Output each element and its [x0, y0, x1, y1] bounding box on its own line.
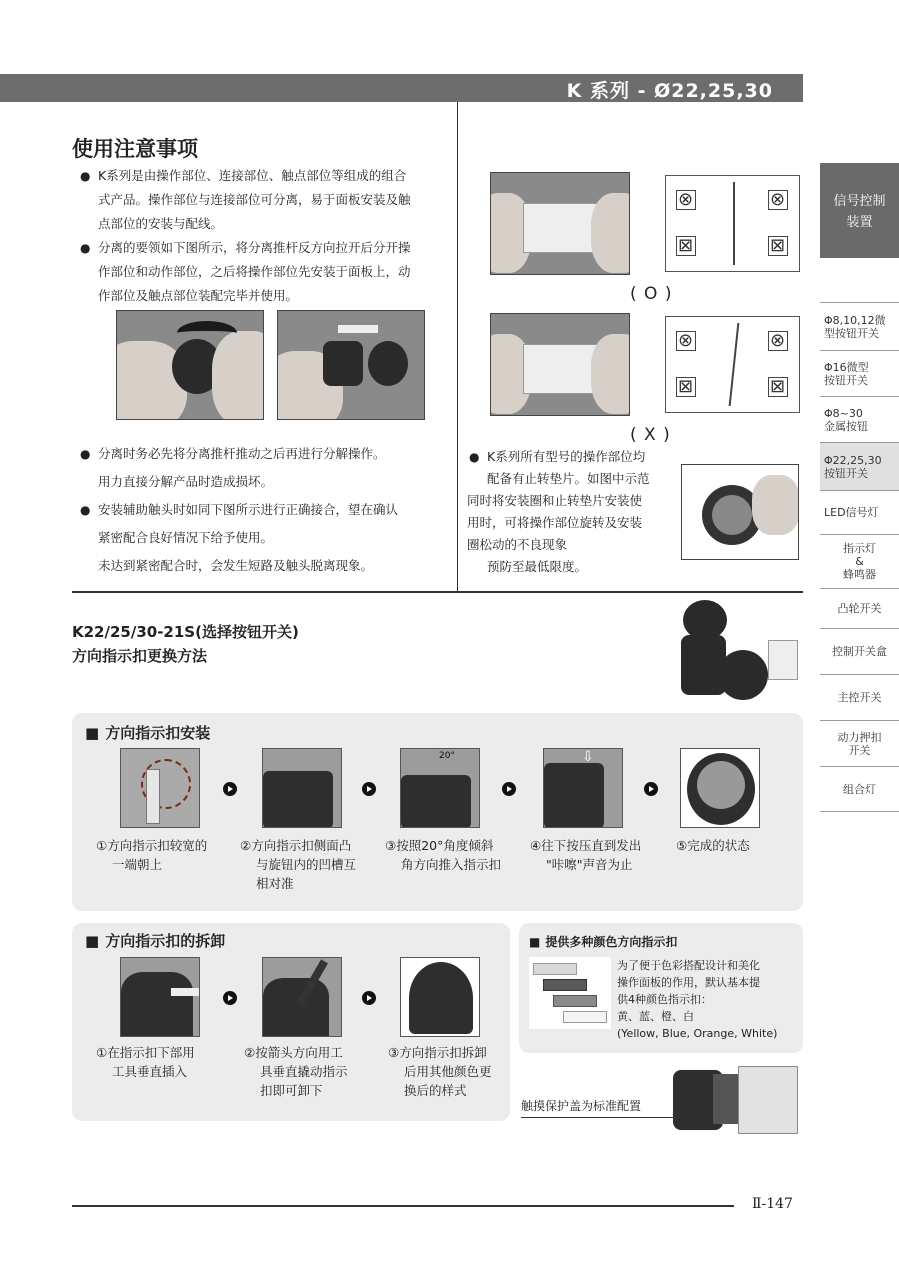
item-label: 凸轮开关: [837, 602, 882, 615]
item-label: 按钮开关: [824, 373, 868, 387]
product-photo: [673, 600, 803, 706]
text-line: 供4种颜色指示扣：: [617, 993, 712, 1006]
mark-incorrect: ( X ): [630, 425, 671, 445]
item-label: 按钮开关: [824, 466, 868, 480]
caption-line: ②方向指示扣侧面凸: [240, 838, 352, 853]
caption-line: ③按照20°角度倾斜: [385, 838, 494, 853]
sidebar-item-16-button[interactable]: [820, 350, 899, 396]
mark-correct: ( O ): [630, 284, 673, 304]
caption-line: 换后的样式: [404, 1083, 467, 1098]
caption-line: 角方向推入指示扣: [401, 857, 502, 872]
caption-line: 一端朝上: [112, 857, 163, 872]
text-line: ● K系列是由操作部位、连接部位、触点部位等组成的组合: [98, 168, 407, 183]
remove-step-3-image: [400, 957, 480, 1037]
install-step-4-image: [543, 748, 623, 828]
text-line: 操作面板的作用，默认基本提: [617, 976, 760, 989]
separation-photo-1: [116, 310, 264, 420]
item-label: Φ8~30: [824, 406, 863, 420]
item-label: 组合灯: [843, 782, 876, 796]
tab-label: 装置: [846, 215, 873, 230]
sidebar-item-combo[interactable]: [820, 766, 899, 812]
install-step-3-caption: [385, 836, 501, 874]
remove-step-2-caption: [244, 1043, 348, 1100]
remove-step-2-image: [262, 957, 342, 1037]
remove-step-1-caption: [96, 1043, 195, 1081]
caption-line: 具垂直撬动指示: [260, 1064, 348, 1079]
install-step-2-image: [262, 748, 342, 828]
item-label: 主控开关: [837, 691, 882, 704]
text-line: ● 分离时务必先将分离推杆推动之后再进行分解操作。: [98, 446, 386, 461]
text-line: 圈松动的不良现象: [467, 537, 568, 552]
install-step-5-caption: [676, 836, 750, 855]
item-label: Φ16微型: [824, 360, 869, 374]
text-line: 同时将安装圈和止转垫片安装使: [467, 493, 643, 508]
item-label: Φ22,25,30: [824, 453, 882, 467]
caption-line: 扣即可卸下: [260, 1083, 323, 1098]
caption-line: 工具垂直插入: [112, 1064, 188, 1079]
caption-line: ⑤完成的状态: [676, 838, 750, 853]
anti-rotation-bullet: [467, 446, 682, 490]
anti-rotation-note: [467, 446, 682, 578]
text-line: 作部位和动作部位，之后将操作部位先安装于面板上，动: [98, 264, 411, 279]
install-step-1-caption: [96, 836, 207, 874]
caption-line: ④往下按压直到发出: [530, 838, 642, 853]
notice-bullet-3: [78, 440, 458, 496]
tab-label: 信号控制: [833, 194, 886, 209]
caption-line: "咔嚓"声音为止: [546, 857, 633, 872]
sidebar-item-indicator[interactable]: [820, 534, 899, 588]
caption-line: 后用其他颜色更: [404, 1064, 492, 1079]
item-label: 型按钮开关: [824, 326, 879, 340]
sidebar-item-led[interactable]: [820, 490, 899, 534]
text-line: ● 分离的要领如下图所示，将分离推杆反方向拉开后分开操: [98, 240, 411, 255]
arrow-icon: [502, 782, 516, 796]
install-step-2-caption: [240, 836, 356, 893]
notice-bullet-4: [78, 496, 458, 580]
caption-line: 与旋钮内的凹槽互: [256, 857, 357, 872]
touch-cover-note: 触摸保护盖为标准配置: [521, 1099, 642, 1113]
install-step-3-image: [400, 748, 480, 828]
touch-cover-photo: [673, 1060, 803, 1142]
notice-bullet-2: [78, 236, 458, 308]
remove-step-3-caption: [388, 1043, 492, 1100]
angle-label: 20°: [439, 751, 455, 761]
install-step-5-image: [680, 748, 760, 828]
down-arrow-icon: ⇩: [582, 749, 594, 765]
text-line: 用力直接分解产品时造成损坏。: [98, 474, 274, 489]
text-line: 未达到紧密配合时，会发生短路及触头脱离现象。: [98, 558, 374, 573]
notice-bullets-2: [78, 440, 458, 580]
sidebar-item-master[interactable]: [820, 674, 899, 720]
text-line: 点部位的安装与配线。: [98, 216, 224, 231]
footer-line: [72, 1205, 734, 1207]
incorrect-photo: [490, 313, 630, 416]
sidebar-item-control-box[interactable]: [820, 628, 899, 674]
arrow-icon: [223, 991, 237, 1005]
item-label: 蜂鸣器: [843, 568, 876, 581]
remove-title: ■ 方向指示扣的拆卸: [85, 930, 225, 951]
colors-title: ■ 提供多种颜色方向指示扣: [529, 933, 677, 950]
caption-line: ②按箭头方向用工: [244, 1045, 343, 1060]
caption-line: ①方向指示扣较宽的: [96, 838, 208, 853]
text-line: 配备有止转垫片。如图中示范: [487, 471, 650, 486]
colors-description: [617, 957, 777, 1042]
item-label: 开关: [848, 743, 871, 757]
note-leader-line: [521, 1117, 677, 1118]
item-label: Φ8,10,12微: [824, 313, 886, 327]
remove-step-1-image: [120, 957, 200, 1037]
separation-photo-2: [277, 310, 425, 420]
install-step-4-caption: [530, 836, 641, 874]
notice-title: 使用注意事项: [72, 137, 198, 161]
install-step-1-image: [120, 748, 200, 828]
section-title-line: K22/25/30-21S(选择按钮开关): [72, 623, 299, 641]
caption-line: ③方向指示扣拆卸: [388, 1045, 487, 1060]
correct-diagram: [665, 175, 800, 272]
text-line: 作部位及触点部位装配完毕并使用。: [98, 288, 299, 303]
caption-line: 相对准: [256, 876, 294, 891]
arrow-icon: [644, 782, 658, 796]
series-title: K 系列 - Ø22,25,30: [566, 80, 773, 102]
arrow-icon: [362, 782, 376, 796]
text-line: 用时，可将操作部位旋转及安装: [467, 515, 643, 530]
section-divider: [72, 591, 803, 593]
arrow-icon: [223, 782, 237, 796]
item-label: 控制开关盒: [832, 645, 887, 658]
correct-photo: [490, 172, 630, 275]
sidebar-item-22-button[interactable]: [820, 442, 899, 490]
sidebar-item-cam[interactable]: [820, 588, 899, 628]
section-title: [72, 620, 299, 668]
color-caps-image: [529, 957, 611, 1029]
sidebar-item-micro-button[interactable]: [820, 302, 899, 350]
page-number: Ⅱ-147: [752, 1196, 793, 1212]
text-line: 为了便于色彩搭配设计和美化: [617, 959, 760, 972]
item-label: 指示灯: [843, 542, 876, 555]
item-label: 动力押扣: [837, 730, 882, 744]
incorrect-diagram: [665, 316, 800, 413]
text-line: 黄、蓝、橙、白: [617, 1010, 694, 1023]
text-line: ● 安装辅助触头时如同下图所示进行正确接合，望在确认: [98, 502, 399, 517]
item-label: &: [855, 555, 864, 568]
caption-line: ①在指示扣下部用: [96, 1045, 195, 1060]
text-line: 预防至最低限度。: [487, 559, 588, 574]
sidebar-active-tab[interactable]: [820, 163, 899, 258]
anti-rotation-photo: [681, 464, 799, 560]
text-line: (Yellow, Blue, Orange, White): [617, 1027, 778, 1040]
sidebar-item-metal-button[interactable]: [820, 396, 899, 442]
item-label: 金属按钮: [824, 419, 868, 433]
sidebar-item-power[interactable]: [820, 720, 899, 766]
text-line: 式产品。操作部位与连接部位可分离，易于面板安装及触: [98, 192, 411, 207]
item-label: LED信号灯: [824, 506, 879, 519]
arrow-icon: [362, 991, 376, 1005]
header-bar: [0, 74, 803, 102]
notice-bullets-1: [78, 164, 458, 308]
notice-bullet-1: [78, 164, 458, 236]
text-line: ● K系列所有型号的操作部位均: [487, 449, 646, 464]
text-line: 紧密配合良好情况下给予使用。: [98, 530, 274, 545]
section-title-line: 方向指示扣更换方法: [72, 647, 208, 665]
install-title: ■ 方向指示扣安装: [85, 722, 210, 743]
